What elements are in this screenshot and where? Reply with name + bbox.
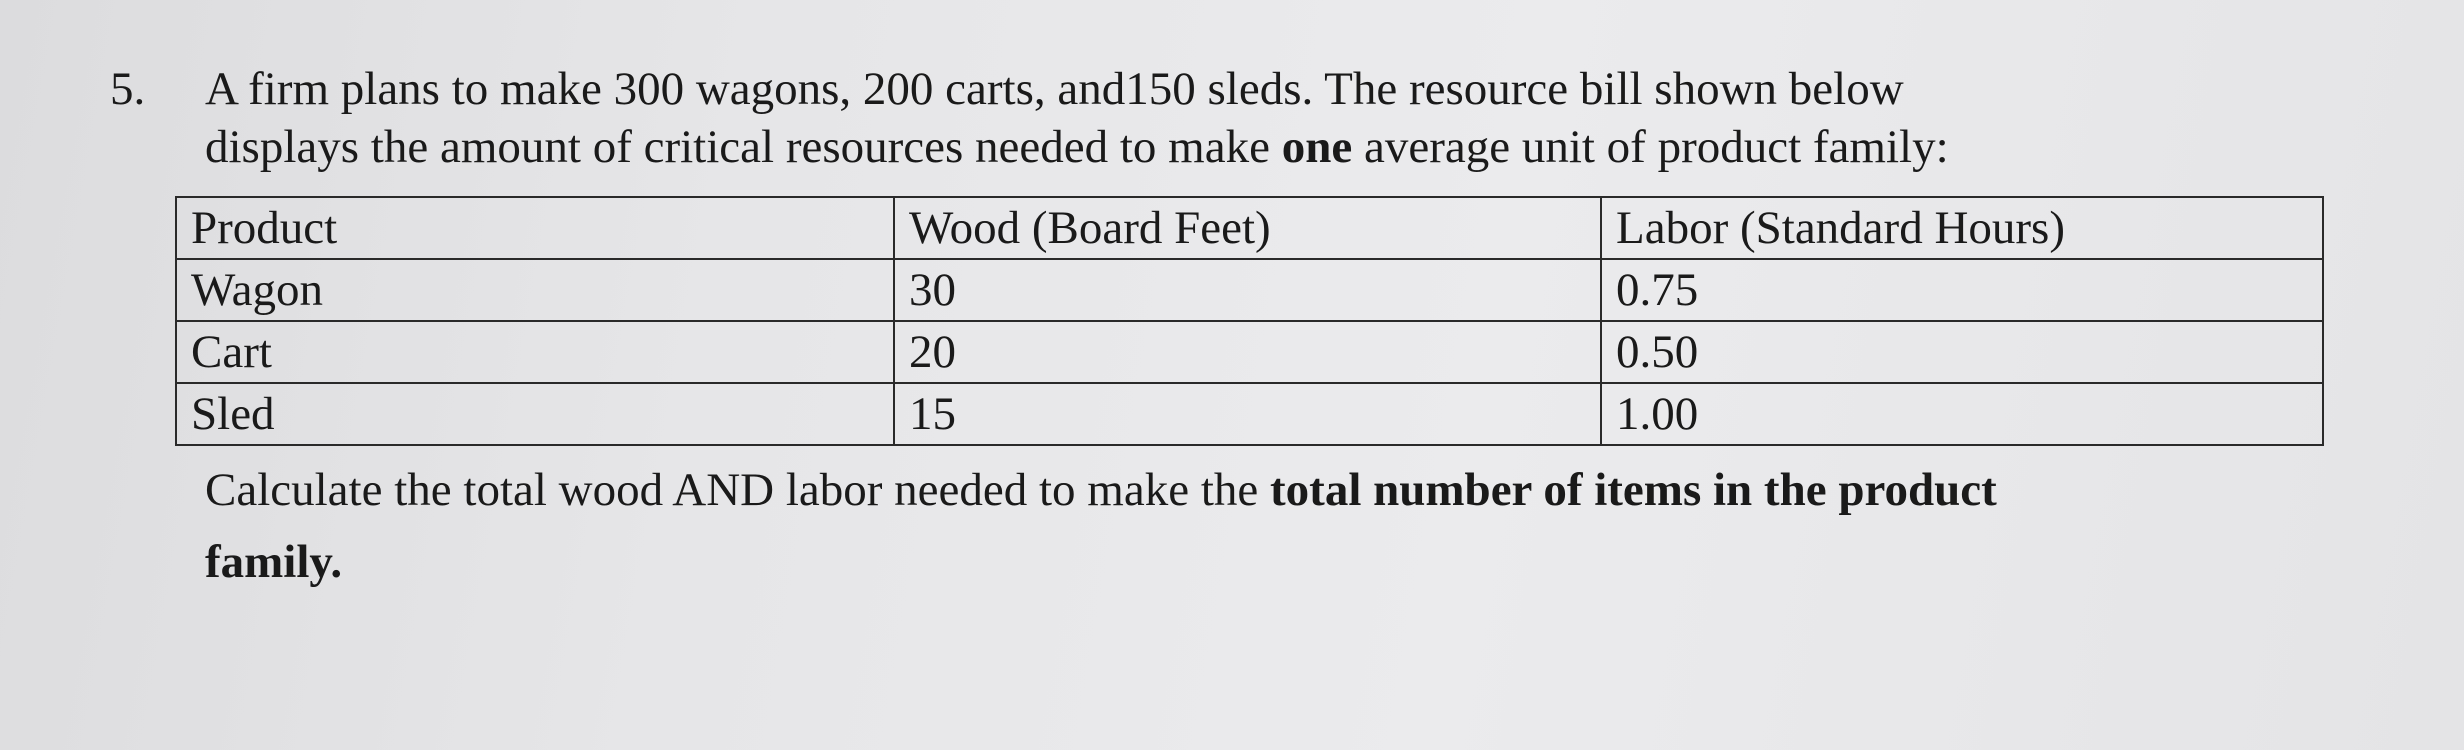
intro-line-1: A firm plans to make 300 wagons, 200 carts, and150 sleds. The resource bill shown below (205, 63, 1904, 115)
closing-text: Calculate the total wood AND labor needed to make the (205, 464, 1271, 516)
emphasis-family: family. (205, 536, 343, 588)
cell-product: Sled (176, 383, 894, 445)
intro-line-2-text: displays the amount of critical resources needed to make (205, 121, 1282, 173)
emphasis-total-items: total number of items in the product (1270, 464, 1997, 516)
question-text (205, 60, 2355, 176)
emphasis-one: one (1281, 121, 1353, 173)
header-wood: Wood (Board Feet) (894, 197, 1601, 259)
cell-wood: 30 (894, 259, 1601, 321)
cell-product: Cart (176, 321, 894, 383)
closing-instruction (205, 454, 2355, 598)
header-product: Product (176, 197, 894, 259)
header-labor: Labor (Standard Hours) (1601, 197, 2323, 259)
intro-line-2-end: average unit of product family: (1352, 121, 1949, 173)
cell-product: Wagon (176, 259, 894, 321)
cell-labor: 1.00 (1601, 383, 2323, 445)
cell-labor: 0.75 (1601, 259, 2323, 321)
cell-labor: 0.50 (1601, 321, 2323, 383)
table-row (176, 383, 2323, 445)
table-header-row (176, 197, 2323, 259)
resource-bill-table (175, 196, 2324, 446)
cell-wood: 20 (894, 321, 1601, 383)
intro-line-2 (205, 118, 2355, 176)
table-row (176, 259, 2323, 321)
question-number: 5. (110, 63, 146, 115)
table-row (176, 321, 2323, 383)
cell-wood: 15 (894, 383, 1601, 445)
